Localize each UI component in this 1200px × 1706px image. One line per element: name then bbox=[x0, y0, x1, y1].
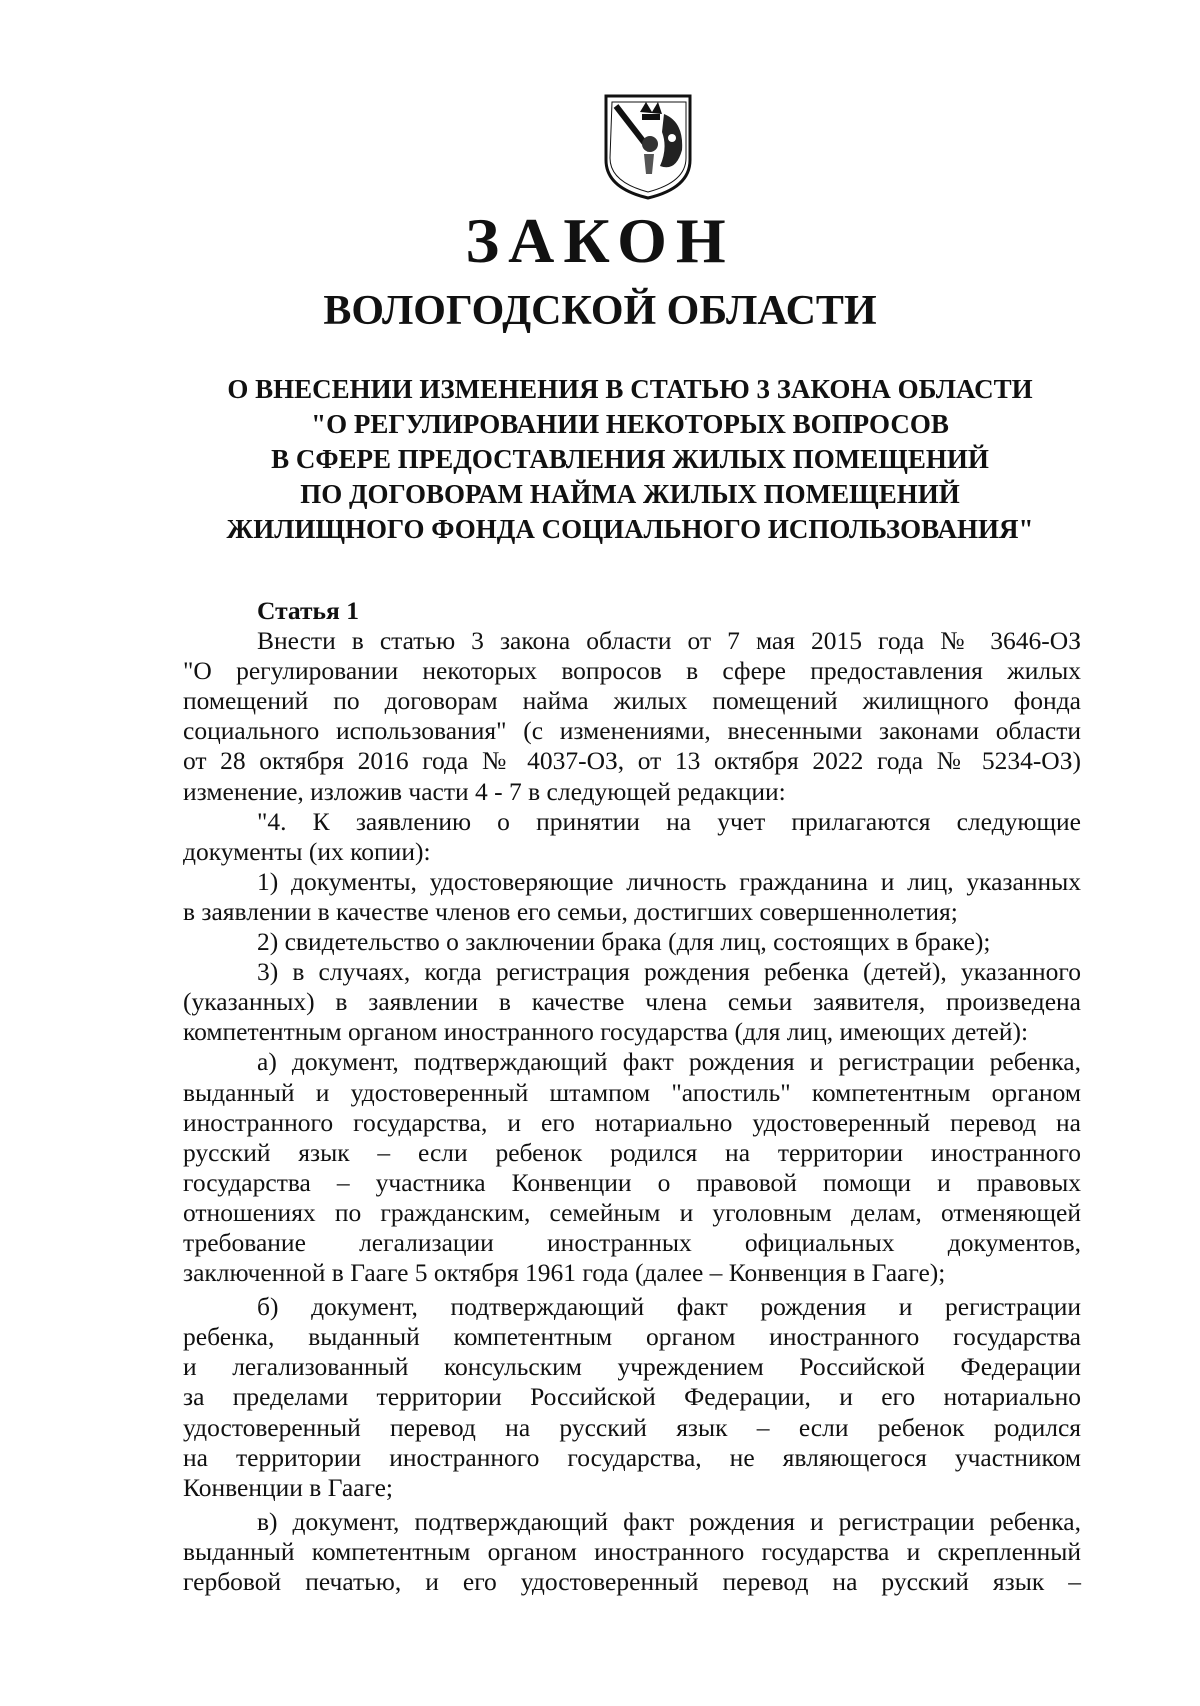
text-line: социального использования" (с изменениями, внесенными законами области bbox=[183, 716, 1081, 746]
text-line: за пределами территории Российской Федерации, и его нотариально bbox=[183, 1382, 1081, 1412]
text-line: выданный и удостоверенный штампом "апостиль" компетентным органом bbox=[183, 1077, 1081, 1107]
text-line: 2) свидетельство о заключении брака (для лиц, состоящих в браке); bbox=[257, 927, 991, 957]
law-subtitle bbox=[180, 372, 1080, 547]
document-title: ЗАКОН bbox=[465, 205, 735, 276]
subtitle-line: "О РЕГУЛИРОВАНИИ НЕКОТОРЫХ ВОПРОСОВ bbox=[311, 409, 949, 439]
text-line: ребенка, выданный компетентным органом иностранного государства bbox=[183, 1322, 1081, 1352]
subtitle-line: В СФЕРЕ ПРЕДОСТАВЛЕНИЯ ЖИЛЫХ ПОМЕЩЕНИЙ bbox=[271, 444, 989, 474]
text-line: выданный компетентным органом иностранного государства и скрепленный bbox=[183, 1536, 1081, 1566]
text-line: а) документ, подтверждающий факт рождения и регистрации ребенка, bbox=[257, 1047, 1081, 1077]
text-line: изменение, изложив части 4 - 7 в следующей редакции: bbox=[183, 776, 786, 806]
text-line: в заявлении в качестве членов его семьи, достигших совершеннолетия; bbox=[183, 896, 958, 926]
text-line: государства – участника Конвенции о правовой помощи и правовых bbox=[183, 1167, 1081, 1197]
text-line: 1) документы, удостоверяющие личность гражданина и лиц, указанных bbox=[257, 866, 1081, 896]
text-line: заключенной в Гааге 5 октября 1961 года (далее – Конвенция в Гааге); bbox=[183, 1258, 946, 1288]
text-line: на территории иностранного государства, не являющегося участником bbox=[183, 1442, 1081, 1472]
article-heading: Статья 1 bbox=[257, 596, 359, 625]
text-line: документы (их копии): bbox=[183, 836, 431, 866]
text-line: 3) в случаях, когда регистрация рождения ребенка (детей), указанного bbox=[257, 957, 1081, 987]
text-line: помещений по договорам найма жилых помещений жилищного фонда bbox=[183, 686, 1081, 716]
article-body bbox=[183, 596, 1081, 1597]
text-line: иностранного государства, и его нотариально удостоверенный перевод на bbox=[183, 1107, 1081, 1137]
document-region: ВОЛОГОДСКОЙ ОБЛАСТИ bbox=[323, 288, 877, 334]
text-line: компетентным органом иностранного государства (для лиц, имеющих детей): bbox=[183, 1017, 1029, 1047]
text-line: Внести в статью 3 закона области от 7 мая 2015 года № 3646-ОЗ bbox=[257, 626, 1081, 656]
text-line: русский язык – если ребенок родился на территории иностранного bbox=[183, 1137, 1081, 1167]
subtitle-line: О ВНЕСЕНИИ ИЗМЕНЕНИЯ В СТАТЬЮ 3 ЗАКОНА ОБЛАСТИ bbox=[227, 374, 1033, 404]
text-line: б) документ, подтверждающий факт рождения и регистрации bbox=[257, 1292, 1081, 1322]
subtitle-line: ПО ДОГОВОРАМ НАЙМА ЖИЛЫХ ПОМЕЩЕНИЙ bbox=[300, 479, 960, 509]
text-line: в) документ, подтверждающий факт рождения и регистрации ребенка, bbox=[257, 1506, 1081, 1536]
text-line: удостоверенный перевод на русский язык – если ребенок родился bbox=[183, 1412, 1081, 1442]
text-line: гербовой печатью, и его удостоверенный перевод на русский язык – bbox=[183, 1567, 1081, 1596]
text-line: "4. К заявлению о принятии на учет прилагаются следующие bbox=[257, 806, 1081, 836]
text-line: отношениях по гражданским, семейным и уголовным делам, отменяющей bbox=[183, 1197, 1081, 1227]
text-line: от 28 октября 2016 года № 4037-ОЗ, от 13 октября 2022 года № 5234-ОЗ) bbox=[183, 746, 1081, 776]
text-line: "О регулировании некоторых вопросов в сфере предоставления жилых bbox=[183, 656, 1081, 686]
text-line: (указанных) в заявлении в качестве члена семьи заявителя, произведена bbox=[183, 987, 1081, 1017]
text-line: и легализованный консульским учреждением Российской Федерации bbox=[183, 1352, 1081, 1382]
subtitle-line: ЖИЛИЩНОГО ФОНДА СОЦИАЛЬНОГО ИСПОЛЬЗОВАНИЯ" bbox=[226, 514, 1034, 544]
text-line: требование легализации иностранных официальных документов, bbox=[183, 1227, 1081, 1257]
vologda-coat-of-arms-icon bbox=[602, 92, 694, 202]
text-line: Конвенции в Гааге; bbox=[183, 1472, 393, 1502]
